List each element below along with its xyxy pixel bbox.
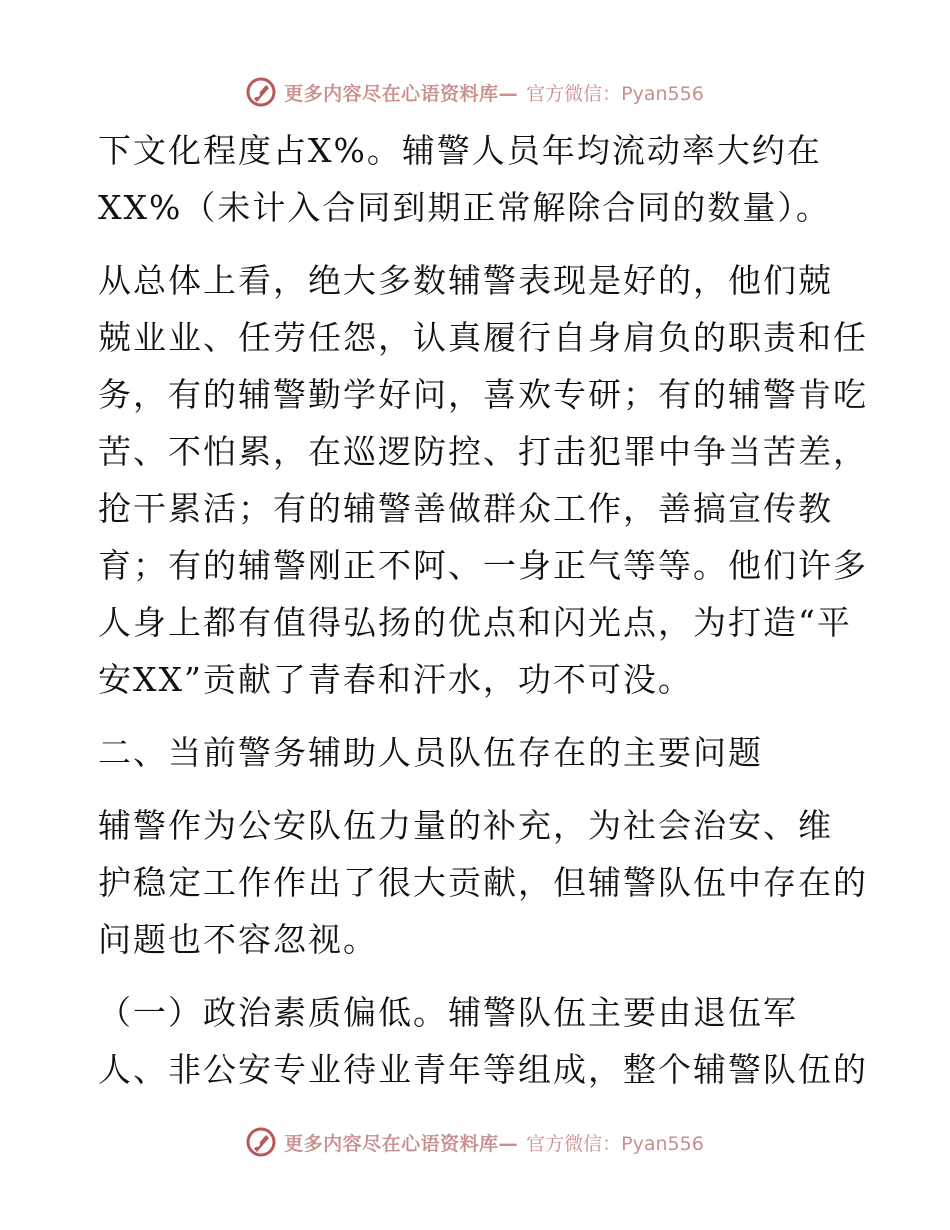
heading-line: 二、当前警务辅助人员队伍存在的主要问题 (98, 733, 763, 772)
text-line: （一）政治素质偏低。辅警队伍主要由退伍军 (98, 993, 798, 1032)
paragraph (98, 122, 858, 236)
text-line: 安XX”贡献了青春和汗水，功不可没。 (98, 660, 693, 699)
paragraph (98, 984, 868, 1098)
pen-logo-icon (246, 1127, 276, 1157)
paragraph (98, 252, 868, 708)
text-line: 人身上都有值得弘扬的优点和闪光点，为打造“平 (98, 603, 852, 642)
text-line: 辅警作为公安队伍力量的补充，为社会治安、维 (98, 806, 833, 845)
text-line: 务，有的辅警勤学好问，喜欢专研；有的辅警肯吃 (98, 375, 868, 414)
pen-logo-icon (246, 77, 276, 107)
text-line: 抢干累活；有的辅警善做群众工作，善搞宣传教 (98, 489, 833, 528)
text-line: XX%（未计入合同到期正常解除合同的数量）。 (98, 188, 831, 227)
footer-watermark (0, 1122, 950, 1162)
watermark-wechat-text: 官方微信：Pyan556 (526, 82, 704, 105)
text-line: 从总体上看，绝大多数辅警表现是好的，他们兢 (98, 261, 833, 300)
document-body (98, 122, 868, 1098)
text-line: 护稳定工作作出了很大贡献，但辅警队伍中存在的 (98, 863, 868, 902)
header-watermark (0, 72, 950, 112)
paragraph (98, 797, 868, 968)
watermark-wechat-text: 官方微信：Pyan556 (526, 1132, 704, 1155)
text-line: 苦、不怕累，在巡逻防控、打击犯罪中争当苦差， (98, 432, 868, 471)
text-line: 育；有的辅警刚正不阿、一身正气等等。他们许多 (98, 546, 868, 585)
text-line: 人、非公安专业待业青年等组成，整个辅警队伍的 (98, 1050, 868, 1089)
watermark-site-text: 更多内容尽在心语资料库— (284, 1132, 519, 1155)
section-heading (98, 724, 858, 781)
text-line: 下文化程度占X%。辅警人员年均流动率大约在 (98, 131, 822, 170)
watermark-site-text: 更多内容尽在心语资料库— (284, 82, 519, 105)
text-line: 问题也不容忽视。 (98, 920, 378, 959)
text-line: 兢业业、任劳任怨，认真履行自身肩负的职责和任 (98, 318, 868, 357)
